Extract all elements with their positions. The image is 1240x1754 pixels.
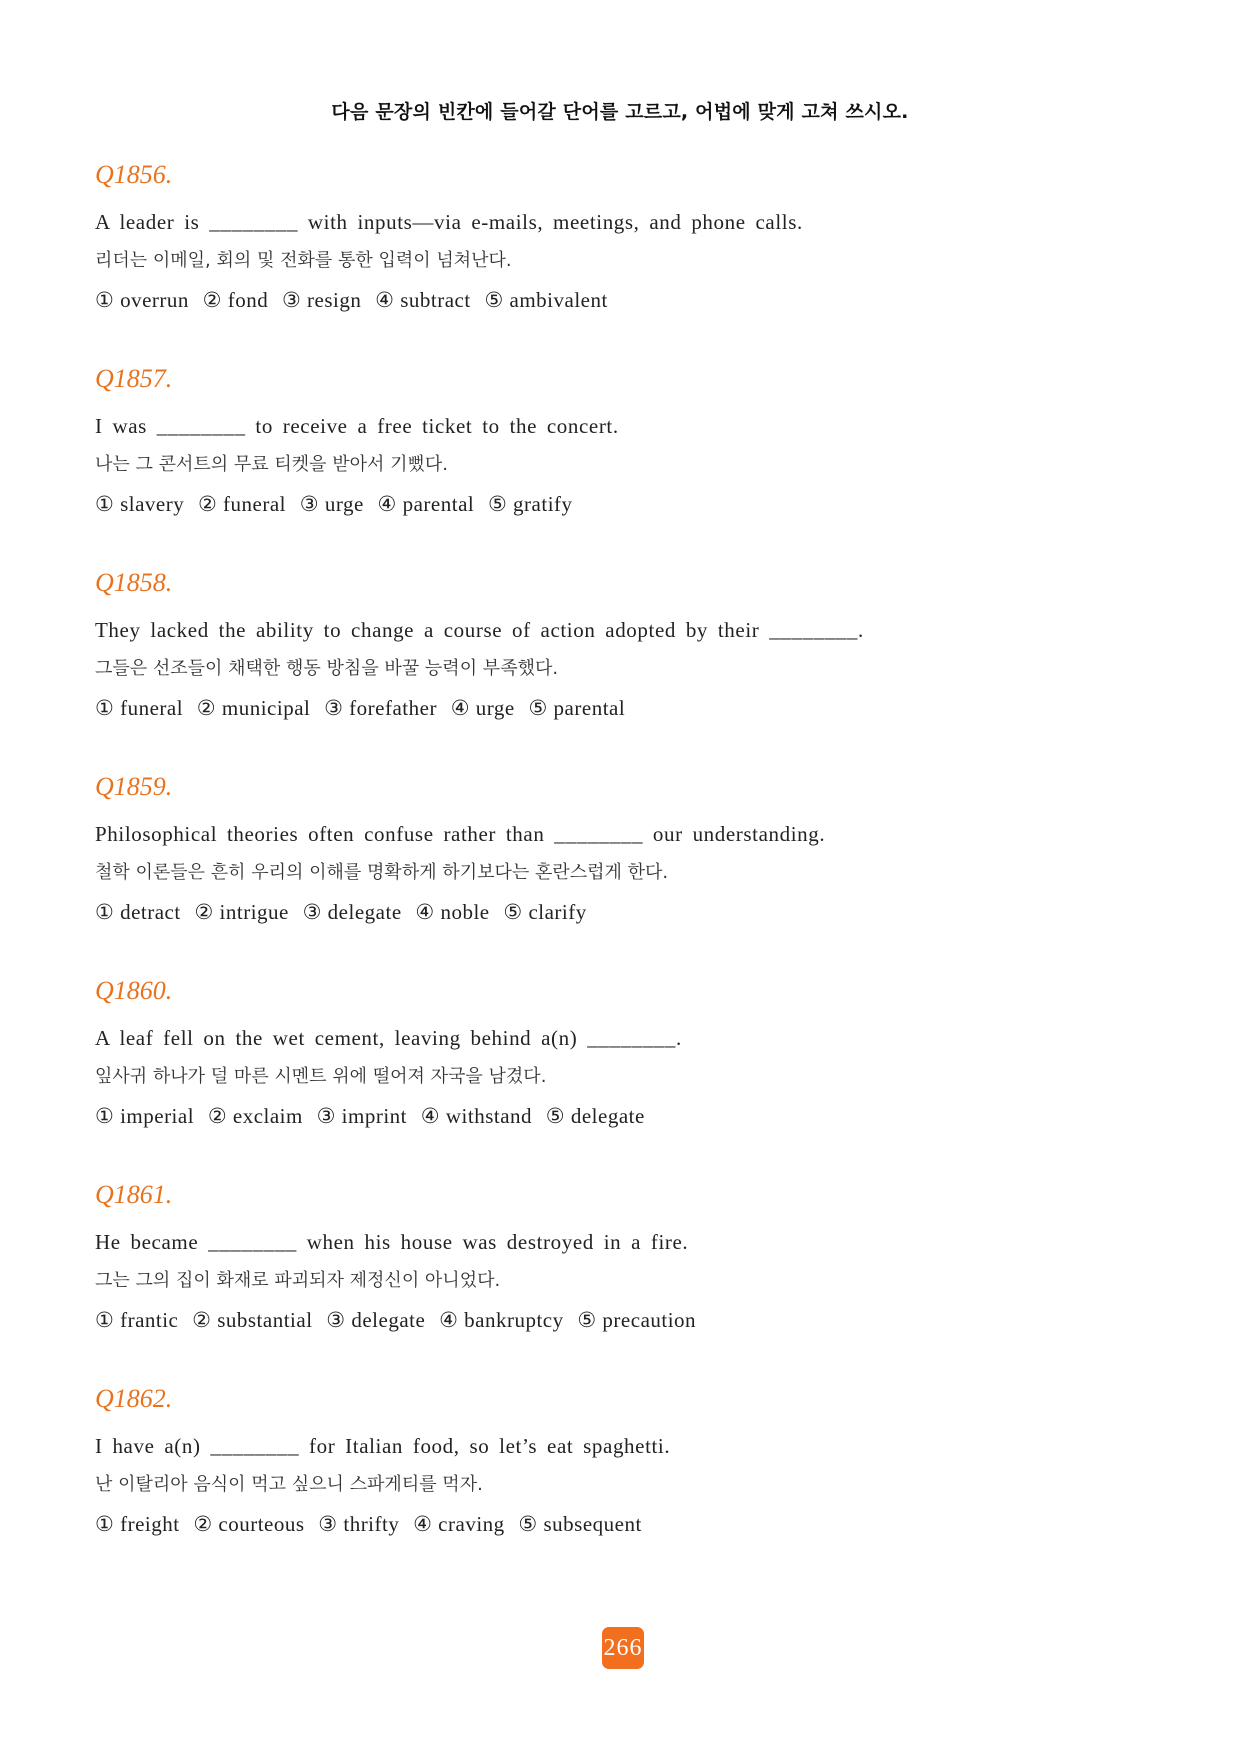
answer-option: ③ thrifty [318,1512,400,1536]
question-number: Q1860. [95,976,173,1005]
answer-option: ② fond [202,288,269,312]
question-number: Q1861. [95,1180,173,1209]
question-number: Q1857. [95,364,173,393]
question-translation: 나는 그 콘서트의 무료 티켓을 받아서 기뻤다. [95,454,449,475]
answer-options [95,490,581,518]
answer-option: ⑤ parental [528,696,626,720]
answer-option: ① frantic [95,1308,179,1332]
question-number: Q1859. [95,772,173,801]
answer-options [95,1306,704,1334]
question-sentence: Philosophical theories often confuse rather than ________ our understanding. [95,822,826,846]
answer-option: ③ urge [299,492,364,516]
question-translation: 잎사귀 하나가 덜 마른 시멘트 위에 떨어져 자국을 남겼다. [95,1066,547,1087]
answer-option: ③ delegate [302,900,402,924]
question-item [95,976,1155,1180]
answer-options [95,1510,650,1538]
answer-option: ② exclaim [207,1104,303,1128]
question-item [95,364,1155,568]
question-translation: 그는 그의 집이 화재로 파괴되자 제정신이 아니었다. [95,1270,501,1291]
answer-option: ⑤ gratify [487,492,573,516]
answer-option: ③ imprint [316,1104,408,1128]
question-sentence: They lacked the ability to change a course of action adopted by their ________. [95,618,864,642]
question-sentence: A leaf fell on the wet cement, leaving behind a(n) ________. [95,1026,682,1050]
answer-option: ④ bankruptcy [439,1308,564,1332]
answer-option: ② courteous [193,1512,305,1536]
question-sentence: A leader is ________ with inputs—via e-mails, meetings, and phone calls. [95,210,803,234]
question-sentence: I have a(n) ________ for Italian food, so let’s eat spaghetti. [95,1434,671,1458]
question-item [95,772,1155,976]
answer-option: ① detract [95,900,181,924]
answer-option: ③ forefather [324,696,437,720]
answer-option: ④ urge [450,696,515,720]
answer-option: ② municipal [196,696,311,720]
answer-options [95,694,633,722]
answer-option: ④ noble [415,900,490,924]
question-translation: 난 이탈리아 음식이 먹고 싶으니 스파게티를 먹자. [95,1474,483,1495]
answer-option: ④ withstand [420,1104,533,1128]
answer-option: ③ delegate [326,1308,426,1332]
answer-option: ④ parental [377,492,475,516]
answer-option: ① freight [95,1512,180,1536]
question-item [95,1180,1155,1384]
page-number-badge: 266 [602,1627,644,1669]
answer-option: ② funeral [197,492,287,516]
question-item [95,568,1155,772]
question-sentence: I was ________ to receive a free ticket to the concert. [95,414,619,438]
answer-options [95,1102,653,1130]
answer-options [95,286,616,314]
answer-option: ① funeral [95,696,184,720]
question-number: Q1862. [95,1384,173,1413]
question-translation: 그들은 선조들이 채택한 행동 방침을 바꿀 능력이 부족했다. [95,658,559,679]
answer-option: ⑤ clarify [503,900,587,924]
instruction-heading: 다음 문장의 빈칸에 들어갈 단어를 고르고, 어법에 맞게 고쳐 쓰시오. [331,101,909,123]
question-translation: 철학 이론들은 흔히 우리의 이해를 명확하게 하기보다는 혼란스럽게 한다. [95,862,669,883]
question-item [95,1384,1155,1588]
question-number: Q1858. [95,568,173,597]
answer-option: ③ resign [281,288,362,312]
answer-option: ① imperial [95,1104,195,1128]
answer-options [95,898,595,926]
answer-option: ① overrun [95,288,189,312]
answer-option: ⑤ precaution [577,1308,697,1332]
answer-option: ④ subtract [375,288,471,312]
question-translation: 리더는 이메일, 회의 및 전화를 통한 입력이 넘쳐난다. [95,250,512,271]
answer-option: ⑤ ambivalent [484,288,608,312]
question-sentence: He became ________ when his house was destroyed in a fire. [95,1230,689,1254]
answer-option: ⑤ subsequent [518,1512,642,1536]
question-number: Q1856. [95,160,173,189]
answer-option: ④ craving [413,1512,505,1536]
answer-option: ⑤ delegate [545,1104,645,1128]
answer-option: ① slavery [95,492,185,516]
question-item [95,160,1155,364]
question-list [95,160,1155,1588]
answer-option: ② intrigue [194,900,289,924]
answer-option: ② substantial [192,1308,313,1332]
